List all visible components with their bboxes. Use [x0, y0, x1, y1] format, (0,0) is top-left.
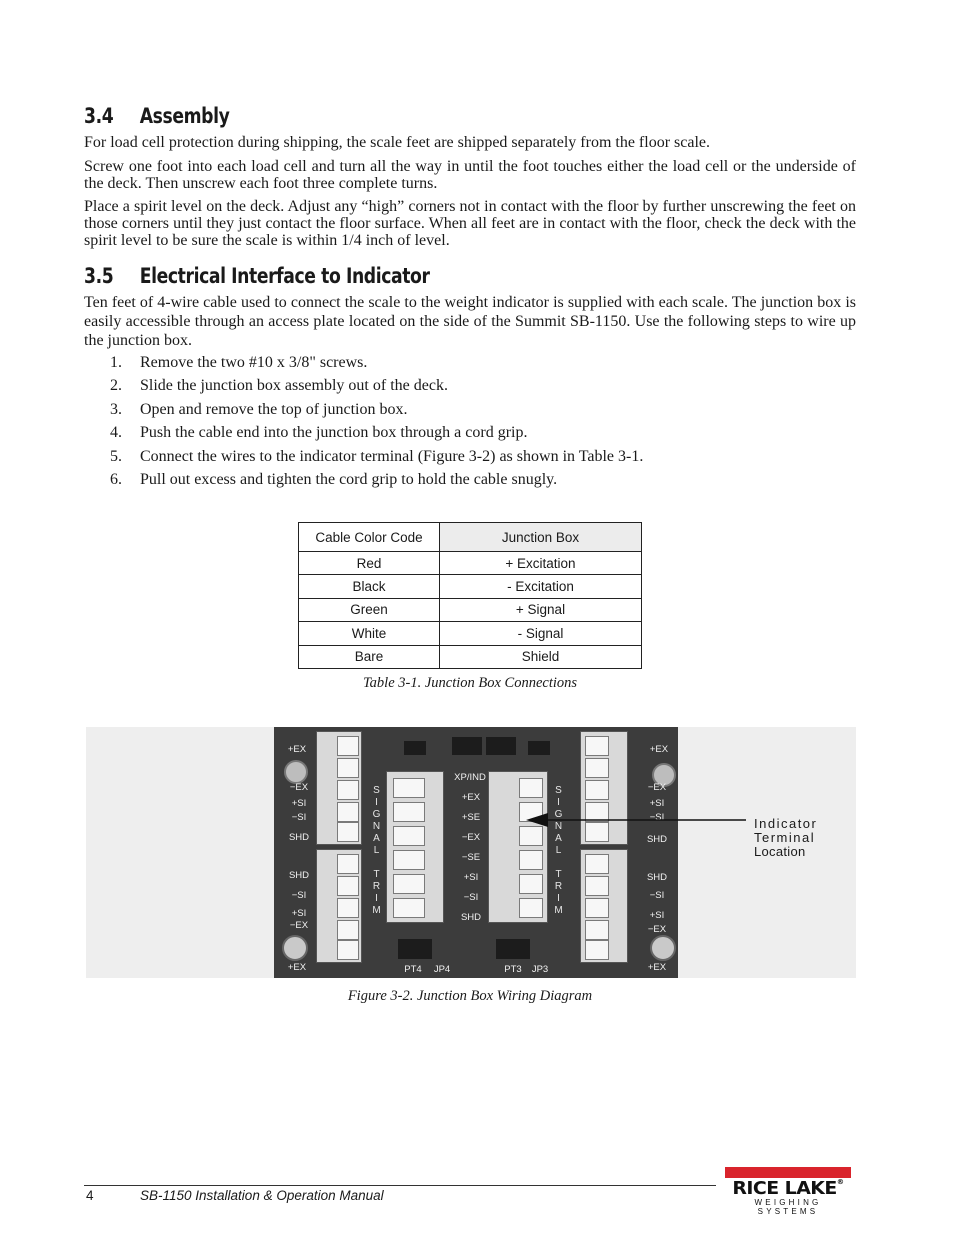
list-item: 2. Slide the junction box assembly out of the deck. — [110, 377, 448, 395]
board-label: +SI — [291, 798, 307, 809]
table-row: Bare Shield — [299, 645, 642, 668]
board-label: JP3 — [531, 964, 549, 975]
list-item: 5. Connect the wires to the indicator terminal (Figure 3-2) as shown in Table 3-1. — [110, 447, 644, 465]
paragraph: Place a spirit level on the deck. Adjust any “high” corners not in contact with the floor by further unscrewing the feet on those corners until they just contact the floor surface. When all feet are in contact with the floor, check the deck with the spirit level to be sure the scale is within 1/4 inch of level. — [84, 198, 856, 249]
section-number: 3.4 — [84, 104, 114, 128]
indicator-terminal-callout: Indicator Terminal Location — [754, 816, 818, 859]
board-label: +SI — [463, 872, 479, 883]
board-label: +EX — [287, 962, 307, 973]
table-row: Green + Signal — [299, 598, 642, 621]
chip — [452, 737, 482, 755]
board-label: SIGNAL TRIM — [553, 785, 564, 917]
board-label: −SI — [291, 890, 307, 901]
logo-subtext: WEIGHING SYSTEMS — [754, 1198, 822, 1216]
junction-box-board-photo — [274, 727, 678, 978]
paragraph: For load cell protection during shipping, the scale feet are shipped separately from the floor scale. — [84, 134, 711, 151]
board-label: −EX — [647, 782, 667, 793]
callout-arrow-icon — [526, 813, 748, 827]
table-row: White - Signal — [299, 622, 642, 645]
paragraph: Ten feet of 4-wire cable used to connect the scale to the weight indicator is supplied with each scale. The junction box is easily accessible through an access plate located on the side of the Summit SB-1150. Use the following steps to wire up the junction box. — [84, 294, 856, 349]
list-item: 1. Remove the two #10 x 3/8" screws. — [110, 354, 368, 371]
board-label: −EX — [289, 782, 309, 793]
junction-box-figure — [86, 727, 856, 978]
manual-title: SB-1150 Installation & Operation Manual — [140, 1188, 384, 1203]
section-3-5-heading — [84, 264, 430, 288]
mounting-hole-icon — [282, 935, 308, 961]
list-item: 6. Pull out excess and tighten the cord grip to hold the cable snugly. — [110, 470, 558, 488]
table-header: Junction Box — [440, 523, 642, 552]
board-label: −SE — [461, 852, 481, 863]
list-item: 4. Push the cable end into the junction box through a cord grip. — [110, 424, 528, 442]
section-title: Assembly — [139, 104, 230, 128]
table-caption: Table 3-1. Junction Box Connections — [362, 675, 578, 691]
board-label: +EX — [287, 744, 307, 755]
table-header: Cable Color Code — [299, 523, 440, 552]
figure-caption: Figure 3-2. Junction Box Wiring Diagram — [347, 988, 593, 1004]
chip — [404, 741, 426, 755]
chip — [528, 741, 550, 755]
board-label: PT3 — [504, 964, 522, 975]
board-label: SIGNAL TRIM — [371, 785, 382, 917]
list-item: 3. Open and remove the top of junction box. — [110, 400, 408, 418]
board-label: +SI — [649, 910, 665, 921]
screw-icon — [284, 760, 308, 784]
board-label: JP4 — [433, 964, 451, 975]
board-label: SHD — [646, 872, 668, 883]
board-label: +SI — [649, 798, 665, 809]
mounting-hole-icon — [650, 935, 676, 961]
board-label: −EX — [461, 832, 481, 843]
board-label: −SI — [649, 890, 665, 901]
board-label: +SE — [461, 812, 481, 823]
junction-box-table — [298, 522, 642, 669]
board-label: +SI — [291, 908, 307, 919]
board-label: SHD — [460, 912, 482, 923]
board-label: +EX — [649, 744, 669, 755]
logo-bar — [725, 1167, 851, 1178]
table-row: Red + Excitation — [299, 552, 642, 575]
steps-list — [110, 354, 643, 494]
board-label: −SI — [463, 892, 479, 903]
board-label: XP/IND — [454, 772, 486, 783]
board-label: −EX — [289, 920, 309, 931]
board-label: +EX — [461, 792, 481, 803]
footer-rule — [84, 1185, 716, 1186]
terminal-block — [580, 731, 628, 845]
table-row: Black - Excitation — [299, 575, 642, 598]
chip — [496, 939, 530, 959]
indicator-terminal-block — [488, 771, 548, 923]
board-label: −SI — [649, 812, 665, 823]
board-label: SHD — [288, 870, 310, 881]
terminal-block — [316, 731, 362, 845]
board-label: +EX — [647, 962, 667, 973]
board-label: −EX — [647, 924, 667, 935]
board-label: SHD — [288, 832, 310, 843]
section-title: Electrical Interface to Indicator — [139, 264, 430, 288]
board-label: PT4 — [404, 964, 422, 975]
board-label: −SI — [291, 812, 307, 823]
terminal-block — [580, 849, 628, 963]
terminal-block — [316, 849, 362, 963]
trim-block — [386, 771, 444, 923]
section-3-4-heading — [84, 104, 229, 128]
board-label: SHD — [646, 834, 668, 845]
logo-text: RICE LAKE® — [732, 1178, 844, 1199]
page-number: 4 — [86, 1188, 94, 1203]
chip — [398, 939, 432, 959]
paragraph: Screw one foot into each load cell and turn all the way in until the foot touches either the load cell or the underside of the deck. Then unscrew each foot three complete turns. — [84, 158, 856, 192]
chip — [486, 737, 516, 755]
section-number: 3.5 — [84, 264, 114, 288]
vertical-label — [370, 785, 380, 921]
vertical-label — [552, 785, 562, 921]
